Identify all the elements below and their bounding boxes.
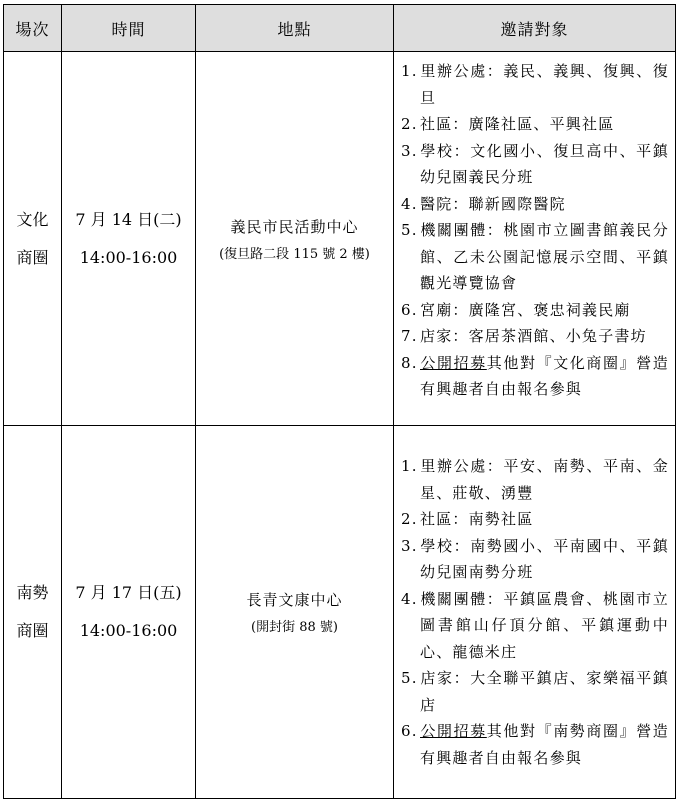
session-name-line: 商圈	[16, 247, 49, 267]
list-item: 5. 店家：大全聯平鎮店、家樂福平鎮店	[401, 669, 669, 714]
session-time: 14:00-16:00	[79, 247, 178, 267]
session-date: 7 月 17 日(五)	[75, 583, 182, 602]
list-item: 2. 社區：廣隆社區、平興社區	[401, 115, 615, 133]
invitees-cell	[394, 426, 676, 799]
session-time: 14:00-16:00	[79, 621, 178, 640]
open-recruitment-text: 公開招募	[420, 353, 487, 372]
list-item: 3. 學校：南勢國小、平南國中、平鎮幼兒園南勢分班	[401, 536, 669, 581]
open-recruitment-text: 公開招募	[420, 722, 487, 740]
venue-address: (復旦路二段 115 號 2 樓)	[219, 246, 370, 262]
header-time: 時間	[62, 5, 196, 52]
venue-name: 義民市民活動中心	[230, 217, 359, 236]
list-item: 5. 機關團體：桃園市立圖書館義民分館、乙未公園記憶展示空間、平鎮觀光導覽協會	[401, 221, 669, 292]
time-cell	[62, 426, 196, 799]
session-name-cell	[4, 426, 62, 799]
venue-name: 長青文康中心	[246, 591, 343, 609]
list-item: 1. 里辦公處：義民、義興、復興、復旦	[401, 62, 669, 107]
session-name-line: 文化	[16, 209, 49, 229]
venue-address: (開封街 88 號)	[251, 620, 338, 635]
header-invitees: 邀請對象	[394, 5, 676, 52]
table-row	[4, 52, 676, 426]
header-location: 地點	[196, 5, 394, 52]
location-cell	[196, 52, 394, 426]
list-item: 4. 醫院：聯新國際醫院	[401, 194, 566, 213]
session-date: 7 月 14 日(二)	[75, 209, 182, 229]
list-item: 3. 學校：文化國小、復旦高中、平鎮幼兒園義民分班	[401, 141, 669, 186]
header-session: 場次	[4, 5, 62, 52]
time-cell	[62, 52, 196, 426]
session-name-line: 商圈	[16, 621, 49, 640]
invitees-cell	[394, 52, 676, 426]
session-name-cell	[4, 52, 62, 426]
list-item: 7. 店家：客居茶酒館、小兔子書坊	[401, 327, 647, 345]
list-item: 1. 里辦公處：平安、南勢、平南、金星、莊敬、湧豐	[401, 457, 669, 502]
table-row	[4, 426, 676, 799]
list-item: 8. 公開招募其他對『文化商圈』營造有興趣者自由報名參與	[401, 353, 669, 398]
list-item: 6. 宮廟：廣隆宮、褒忠祠義民廟	[401, 300, 631, 319]
header-row	[4, 5, 676, 52]
invitee-list	[401, 453, 669, 771]
session-name-line: 南勢	[16, 583, 49, 602]
invitee-list	[401, 58, 669, 403]
list-item: 6. 公開招募其他對『南勢商圈』營造有興趣者自由報名參與	[401, 722, 669, 767]
location-cell	[196, 426, 394, 799]
schedule-table	[3, 4, 676, 799]
list-item: 2. 社區：南勢社區	[401, 510, 534, 528]
list-item: 4. 機關團體：平鎮區農會、桃園市立圖書館山仔頂分館、平鎮運動中心、龍德米庄	[401, 589, 669, 661]
